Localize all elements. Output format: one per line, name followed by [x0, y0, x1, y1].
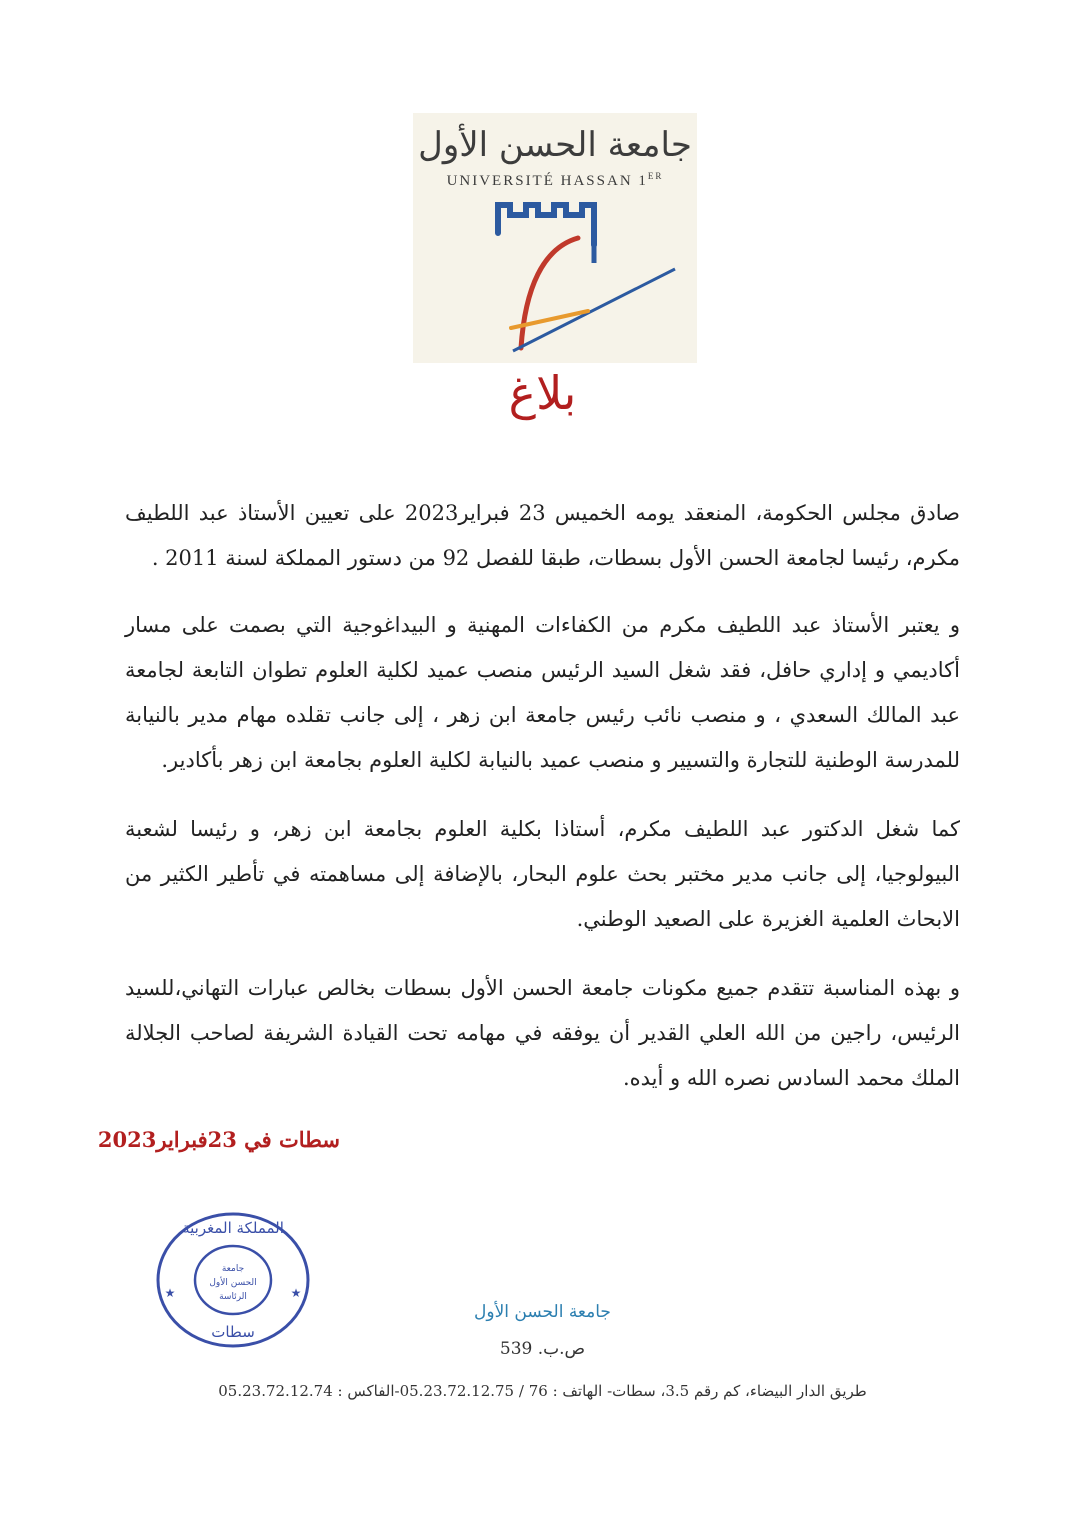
- footer-address: طريق الدار البيضاء، كم رقم 3.5، سطات- الهاتف : 76 / 05.23.72.12.75-الفاكس : 05.23.72.12.74: [218, 1382, 867, 1400]
- footer-university-name: جامعة الحسن الأول: [474, 1302, 611, 1322]
- logo-french-name: UNIVERSITÉ HASSAN 1ER: [446, 171, 664, 189]
- date-line: سطات في 23فبراير2023: [97, 1127, 340, 1152]
- svg-text:★: ★: [164, 1286, 176, 1300]
- document-title: بلاغ: [508, 366, 577, 420]
- paragraph-academic: كما شغل الدكتور عبد اللطيف مكرم، أستاذا بكلية العلوم بجامعة ابن زهر، و رئيسا لشعبة البيولوجيا، إلى جانب مدير مختبر بحث علوم البحار، بالإضافة إلى مساهمته في تأطير الكثير من الابحاث العلمية الغزيرة على الصعيد الوطني.: [125, 817, 960, 931]
- university-logo: [413, 113, 697, 363]
- official-stamp: [148, 1205, 318, 1355]
- paragraph-congratulations: و بهذه المناسبة تتقدم جميع مكونات جامعة الحسن الأول بسطات بخالص عبارات التهاني،للسيد الرئيس، راجين من الله العلي القدير أن يوفقه في مهامه تحت القيادة الشريفة لصاحب الجلالة الملك محمد السادس نصره الله و أيده.: [125, 976, 960, 1090]
- stamp-seal-icon: [148, 1205, 318, 1355]
- footer-po-box: ص.ب. 539: [499, 1339, 586, 1359]
- svg-text:الرئاسة: الرئاسة: [219, 1292, 247, 1302]
- paragraph-career: و يعتبر الأستاذ عبد اللطيف مكرم من الكفاءات المهنية و البيداغوجية التي بصمت على مسار أكاديمي و إداري حافل، فقد شغل السيد الرئيس منصب عميد لكلية العلوم تطوان التابعة لجامعة عبد المالك السعدي ، و منصب نائب رئيس جامعة ابن زهر ، إلى جانب تقلده مهام مدير بالنيابة للمدرسة الوطنية للتجارة والتسيير و منصب عميد بالنيابة لكلية العلوم بجامعة ابن زهر بأكادير.: [125, 613, 960, 772]
- svg-text:الحسن الأول: الحسن الأول: [209, 1278, 257, 1288]
- svg-text:المملكة المغربية: المملكة المغربية: [182, 1219, 284, 1237]
- svg-text:★: ★: [290, 1286, 302, 1300]
- svg-text:سطات: سطات: [211, 1323, 255, 1341]
- logo-arabic-name: جامعة الحسن الأول: [418, 125, 692, 165]
- paragraph-appointment: صادق مجلس الحكومة، المنعقد يومه الخميس 23 فبراير2023 على تعيين الأستاذ عبد اللطيف مكرم، رئيسا لجامعة الحسن الأول بسطات، طبقا للفصل 92 من دستور المملكة لسنة 2011 .: [125, 501, 960, 570]
- svg-text:جامعة: جامعة: [221, 1264, 245, 1274]
